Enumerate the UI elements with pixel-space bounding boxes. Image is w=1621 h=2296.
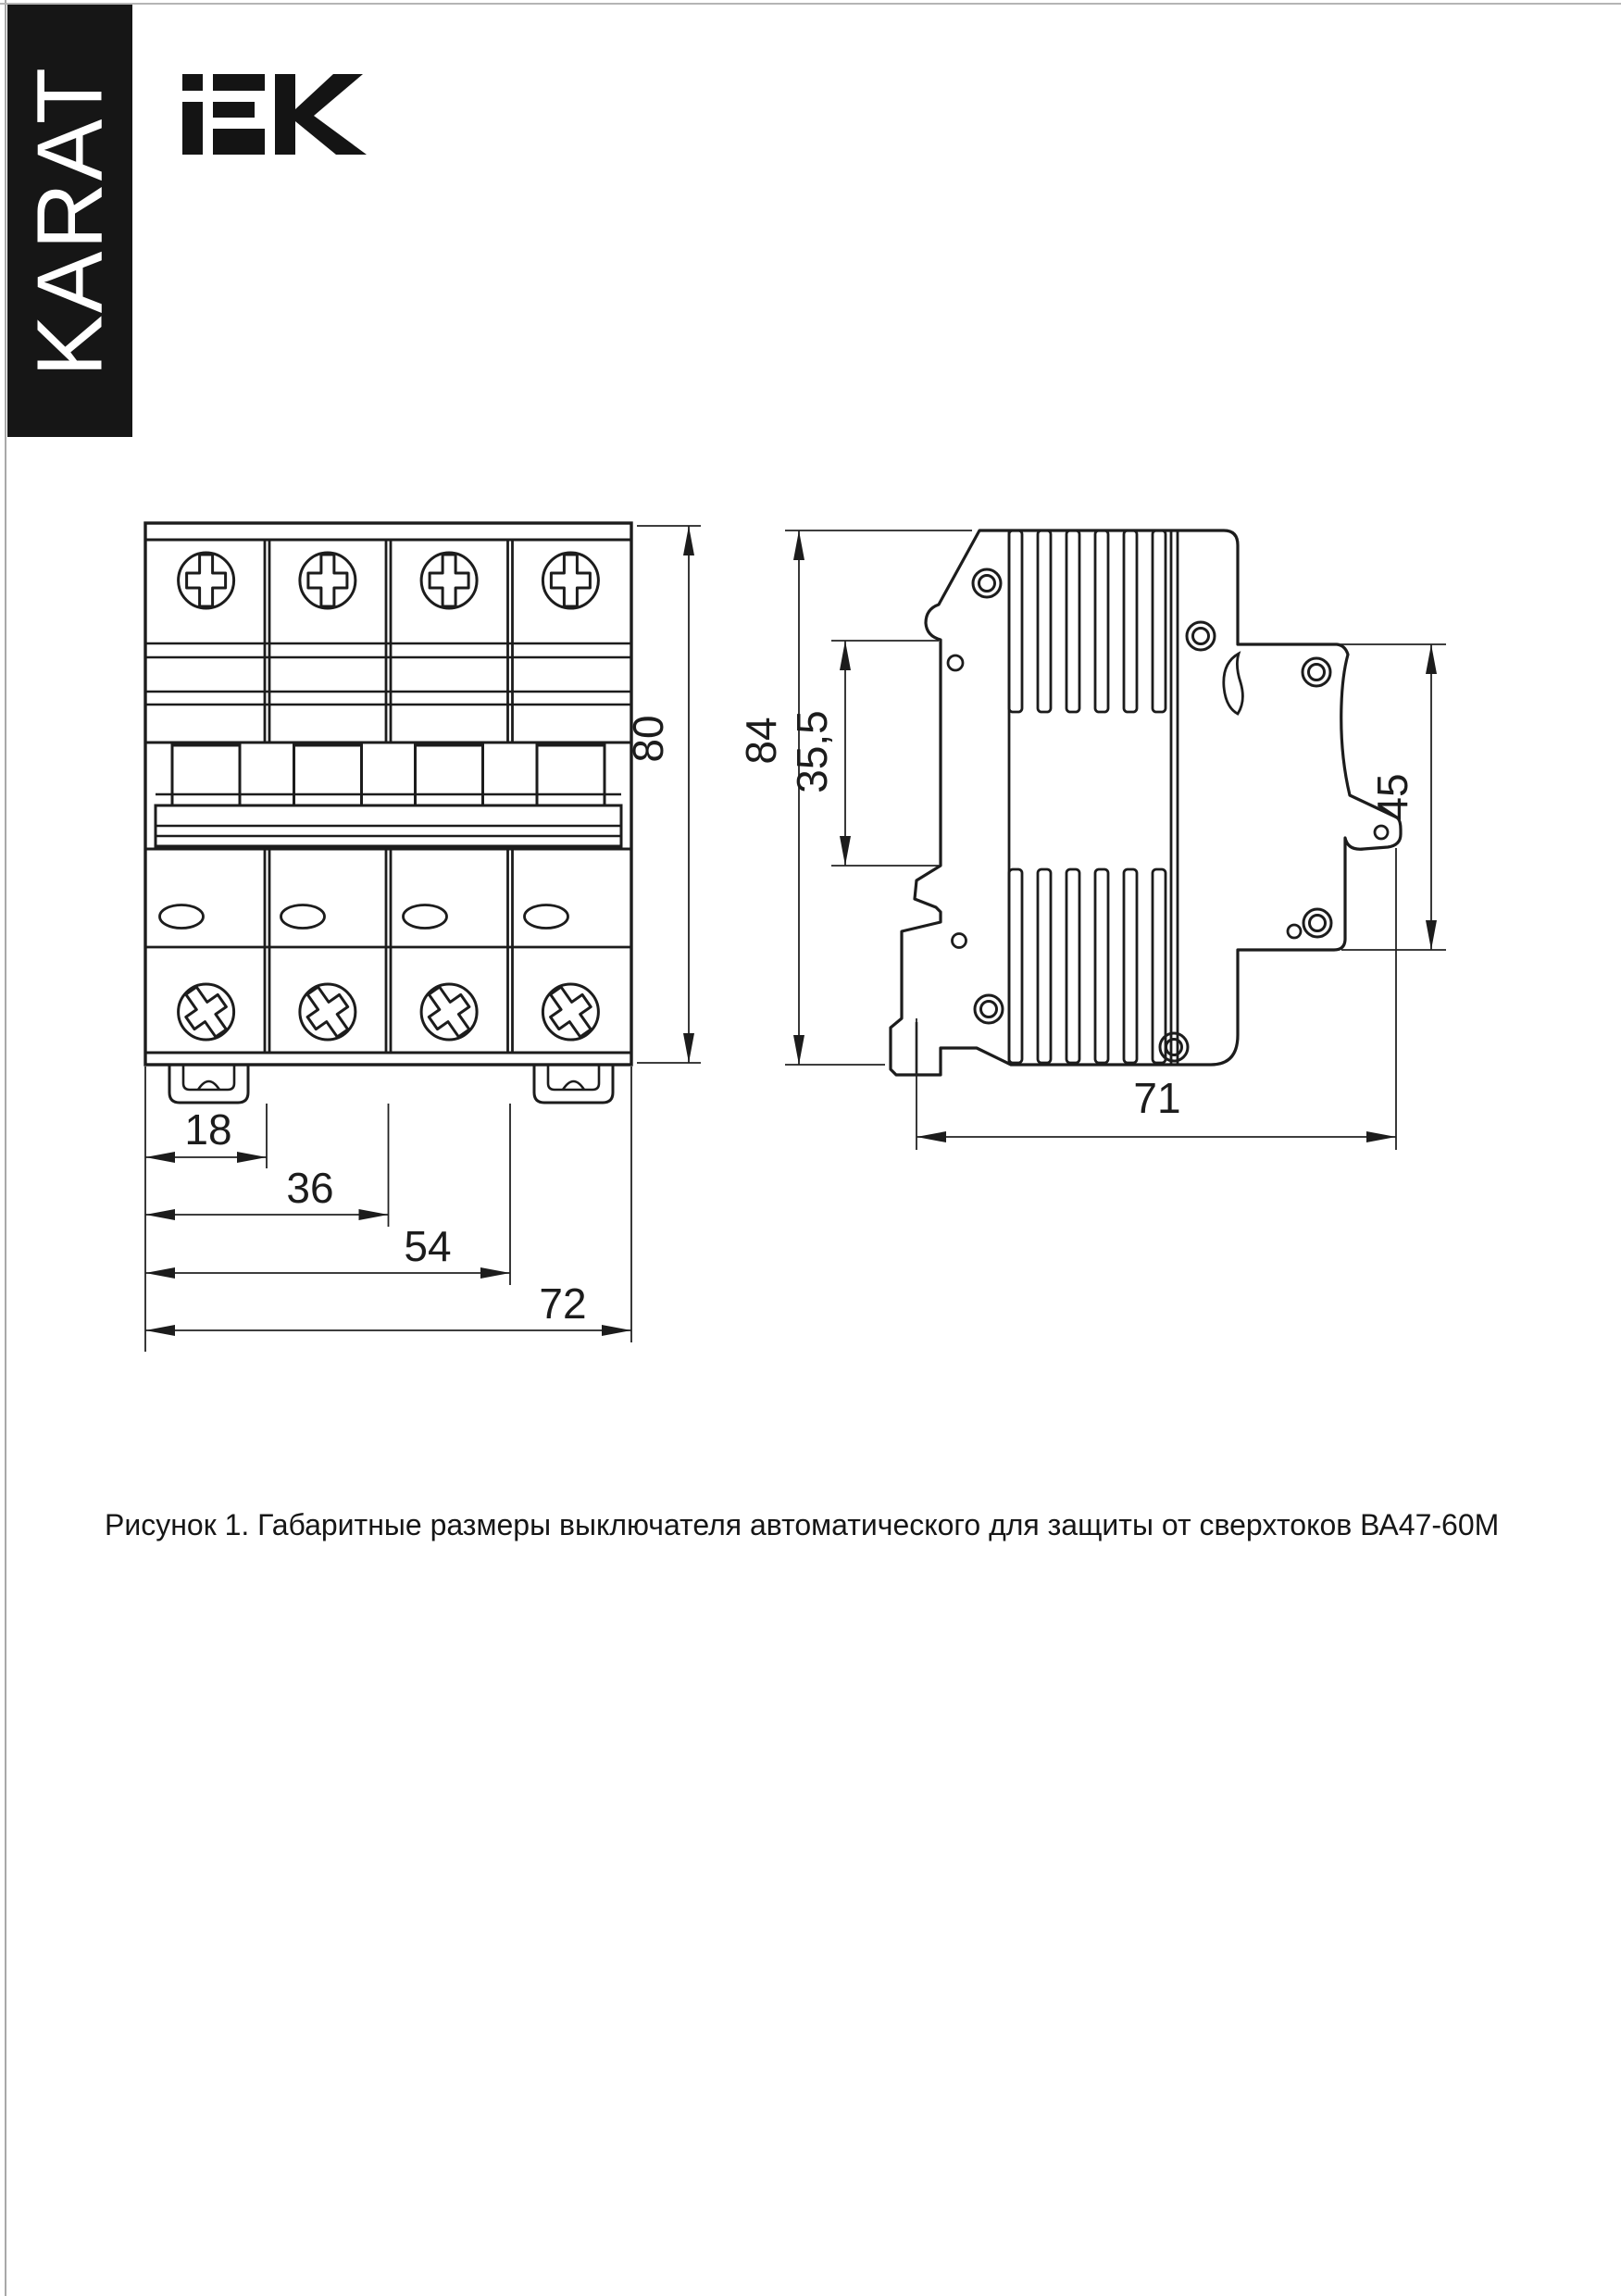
breaker-body-side [891,530,1401,1075]
karat-banner-label: KARAT [18,65,121,377]
vent-slots-bottom [1009,869,1166,1063]
dim-label-18: 18 [184,1105,232,1154]
terminal-screw-icon [418,980,480,1044]
dim-label-84: 84 [737,717,785,765]
terminal-screw-icon [300,553,355,608]
dim-label-36: 36 [286,1164,334,1212]
terminal-screw-icon [179,553,234,608]
dim-label-72: 72 [539,1279,587,1328]
dim-label-71: 71 [1133,1074,1181,1122]
din-clip-icon [534,1065,613,1103]
curved-slot [1224,654,1243,714]
dim-label-54: 54 [404,1222,452,1270]
label-band-lines [145,643,631,705]
dim-label-45: 45 [1368,773,1416,821]
terminal-screw-icon [175,980,237,1044]
latch-hole [1375,826,1388,839]
terminal-screw-icon [542,553,598,608]
terminal-screw-icon [297,980,359,1044]
toggle-handles [156,745,621,805]
dim-label-80: 80 [624,715,672,763]
front-view [145,523,631,1103]
terminal-screw-icon [540,980,602,1044]
vent-slots-top [1009,530,1166,712]
terminal-screw-icon [421,553,477,608]
case-pin-holes [948,655,1388,948]
din-clip-icon [169,1065,248,1103]
figure-caption: Рисунок 1. Габаритные размеры выключателя автоматического для защиты от сверхтоков ВА47-60М [105,1508,1500,1541]
dim-label-35-5: 35,5 [788,710,836,793]
handle-tie-bar [145,805,631,849]
side-view [891,530,1401,1075]
